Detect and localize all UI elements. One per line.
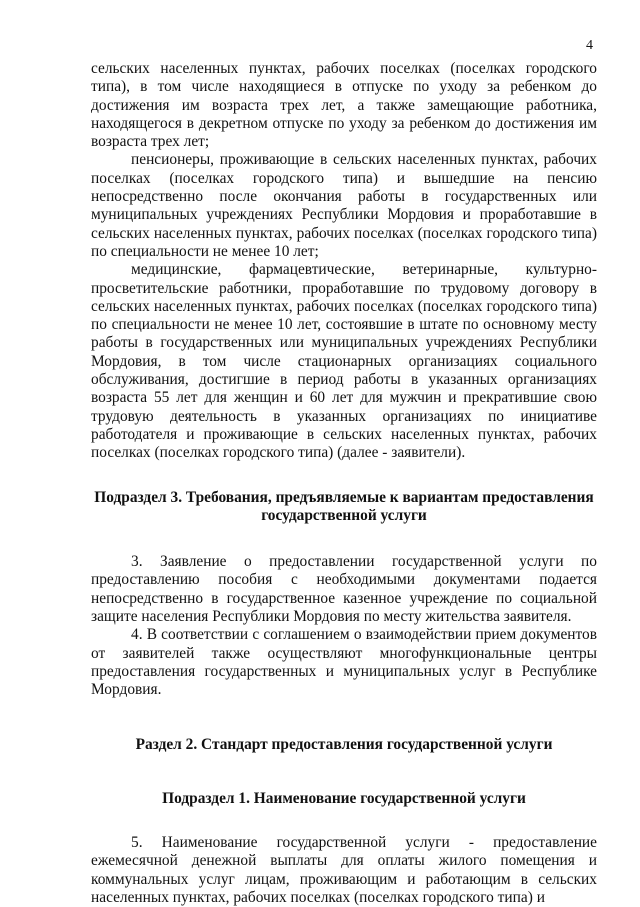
- subsection-3-title: Подраздел 3. Требования, предъявляемые к вариантам предоставления государственной услуги: [94, 488, 594, 524]
- document-body: [91, 60, 597, 907]
- paragraph-pensioners: пенсионеры, проживающие в сельских населенных пунктах, рабочих поселках (поселках городского типа) и вышедшие на пенсию непосредственно после окончания работы в государственных или муниципальных учреждениях Республики Мордовия и проработавшие в сельских населенных пунктах, рабочих поселках (поселках городского типа) по специальности не менее 10 лет;: [91, 151, 597, 260]
- paragraph-item-3: 3. Заявление о предоставлении государственной услуги по предоставлению пособия с необходимыми документами подается непосредственно в государственное казенное учреждение по социальной защите населения Республики Мордовия по месту жительства заявителя.: [91, 553, 597, 626]
- page-number: 4: [586, 38, 593, 53]
- paragraph-workers-continued: сельских населенных пунктах, рабочих поселках (поселках городского типа), в том числе находящиеся в отпуске по уходу за ребенком до достижения им возраста трех лет, а также замещающие работника, находящегося в декретном отпуске по уходу за ребенком до достижения им возраста трех лет;: [91, 60, 597, 151]
- paragraph-medical-workers: медицинские, фармацевтические, ветеринарные, культурно-просветительские работники, проработавшие по трудовому договору в сельских населенных пунктах, рабочих поселках (поселках городского типа) по специальности не менее 10 лет, состоявшие в штате по основному месту работы в государственных или муниципальных учреждениях Республики Мордовия, в том числе стационарных организациях социального обслуживания, достигшие в период работы в указанных организациях возраста 55 лет для женщин и 60 лет для мужчин и прекратившие свою трудовую деятельность в указанных организациях по инициативе работодателя и проживающие в сельских населенных пунктах, рабочих поселках (поселках городского типа) (далее - заявители).: [91, 261, 597, 462]
- paragraph-item-5: 5. Наименование государственной услуги - предоставление ежемесячной денежной выплаты для оплаты жилого помещения и коммунальных услуг лицам, проживающим и работающим в сельских населенных пунктах, рабочих поселках (поселках городского типа) и: [91, 834, 597, 906]
- subsection-1-title: Подраздел 1. Наименование государственной услуги: [162, 789, 526, 807]
- paragraph-item-4: 4. В соответствии с соглашением о взаимодействии прием документов от заявителей также осуществляют многофункциональные центры предоставления государственных и муниципальных услуг в Республике Мордовия.: [91, 626, 597, 699]
- section-2-title: Раздел 2. Стандарт предоставления государственной услуги: [135, 735, 553, 753]
